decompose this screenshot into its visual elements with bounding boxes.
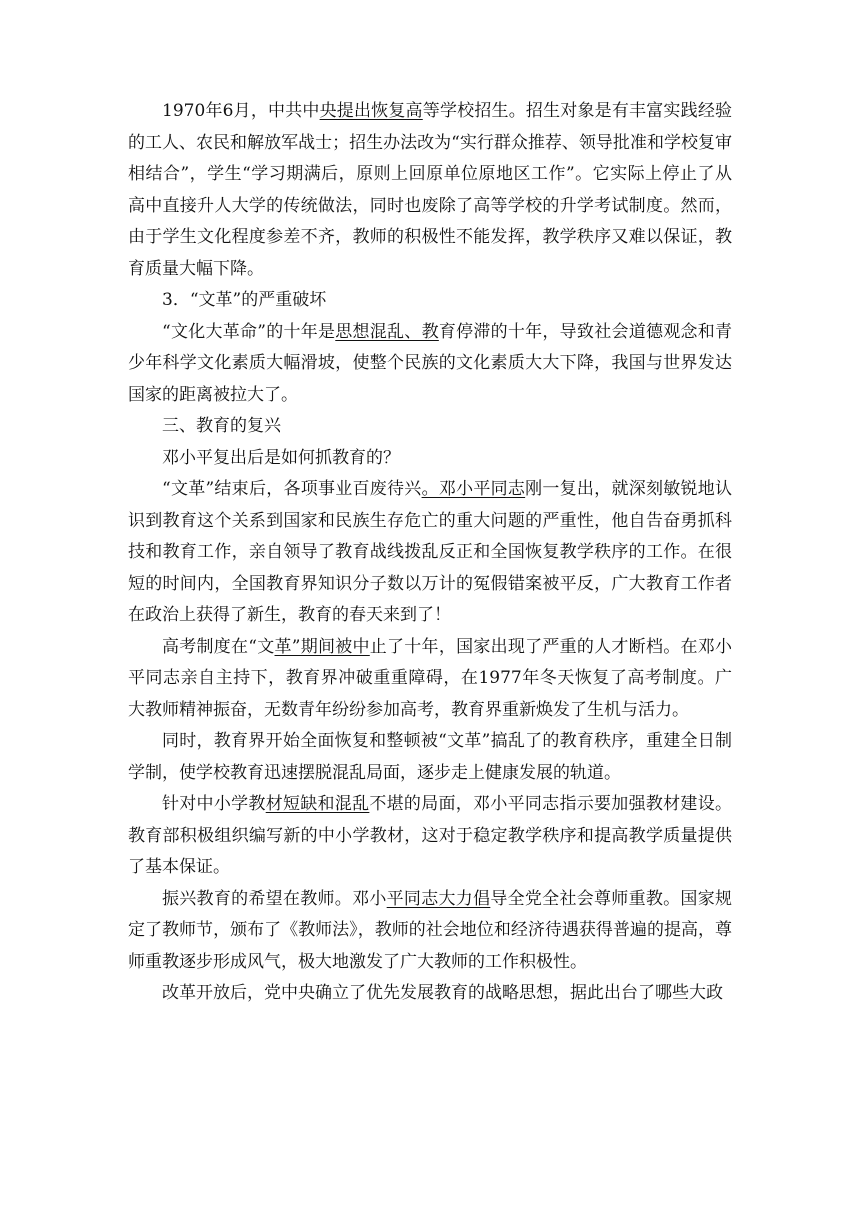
paragraph-reform-opening bbox=[128, 978, 732, 1010]
question-paragraph bbox=[128, 443, 732, 475]
document-body bbox=[128, 96, 732, 1010]
text-segment: “文革”结束后，各项事业百废待兴 bbox=[162, 479, 422, 499]
text-segment: 同时，教育界开始全面恢复和整顿被“文革”搞乱了的教育秩序，重建全日制学制，使学校教育迅速摆脱混乱局面，逐步走上健康发展的轨道。 bbox=[128, 731, 732, 783]
paragraph-deng-return bbox=[128, 474, 732, 632]
paragraph-gaokao bbox=[128, 632, 732, 727]
underlined-text: 材短缺和混乱 bbox=[265, 794, 370, 814]
text-segment: 等学校招生。招生对象是有丰富实践经验的工人、农民和解放军战士；招生办法改为“实行群众推荐、领导批准和学校复审相结合”，学生“学习期满后，原则上回原单位原地区工作”。它实际上停止了从高中直接升人大学的传统做法，同时也废除了高等学校的升学考试制度。然而，由于学生文化程度参差不齐，教师的积极性不能发挥，教学秩序又难以保证，教育质量大幅下降。 bbox=[128, 101, 733, 279]
underlined-text: 平同志大力倡 bbox=[386, 888, 491, 909]
underlined-text: 。邓小平同志 bbox=[421, 479, 526, 499]
text-segment: 振兴教育的希望在教师。邓小 bbox=[162, 888, 387, 909]
text-segment: “文化大革命”的十年是 bbox=[162, 321, 336, 342]
text-segment: 不堪的局面，邓小平同志指示要加强教材建设。教育部积极组织编写新的中小学教材，这对于稳定教学秩序和提高教学质量提供了基本保证。 bbox=[128, 794, 732, 877]
text-segment: 高考制度在“文 bbox=[162, 636, 275, 657]
heading-text: 三、教育的复兴 bbox=[162, 416, 281, 436]
paragraph-school-order bbox=[128, 726, 732, 789]
paragraph-cultural-revolution bbox=[128, 317, 732, 412]
text-segment: 1970年6月，中共中 bbox=[162, 101, 320, 121]
question-text: 邓小平复出后是如何抓教育的？ bbox=[162, 447, 400, 468]
text-segment: 改革开放后，党中央确立了优先发展教育的战略思想，据此出台了哪些大政 bbox=[162, 983, 723, 1003]
paragraph-1970-enrollment bbox=[128, 96, 732, 285]
section-heading-3 bbox=[128, 285, 732, 317]
section-heading-revival bbox=[128, 411, 732, 443]
text-segment: 止了十年，国家出现了严重的人才断档。在邓小平同志亲自主持下，教育界冲破重重障碍，在1977年冬天恢复了高考制度。广大教师精神振奋，无数青年纷纷参加高考，教育界重新焕发了生机与活力。 bbox=[128, 636, 732, 720]
underlined-text: 革”期间被中 bbox=[274, 636, 370, 657]
heading-text: 3．“文革”的严重破坏 bbox=[162, 290, 327, 310]
paragraph-textbooks bbox=[128, 789, 732, 884]
paragraph-teachers bbox=[128, 884, 732, 979]
underlined-text: 思想混乱、教 bbox=[335, 321, 439, 342]
text-segment: 针对中小学教 bbox=[162, 794, 266, 814]
text-segment: 育停滞的十年，导致社会道德观念和青少年科学文化素质大幅滑坡，使整个民族的文化素质大大下降，我国与世界发达国家的距离被拉大了。 bbox=[128, 321, 733, 405]
text-segment: 导全党全社会尊师重教。国家规定了教师节，颁布了《教师法》，教师的社会地位和经济待遇获得普遍的提高，尊师重教逐步形成风气，极大地激发了广大教师的工作积极性。 bbox=[128, 888, 732, 972]
underlined-text: 央提出恢复高 bbox=[319, 101, 423, 121]
text-segment: 刚一复出，就深刻敏锐地认识到教育这个关系到国家和民族生存危亡的重大问题的严重性，他自告奋勇抓科技和教育工作，亲自领导了教育战线拨乱反正和全国恢复教学秩序的工作。在很短的时间内，全国教育界知识分子数以万计的冤假错案被平反，广大教育工作者在政治上获得了新生，教育的春天来到了！ bbox=[128, 479, 733, 625]
